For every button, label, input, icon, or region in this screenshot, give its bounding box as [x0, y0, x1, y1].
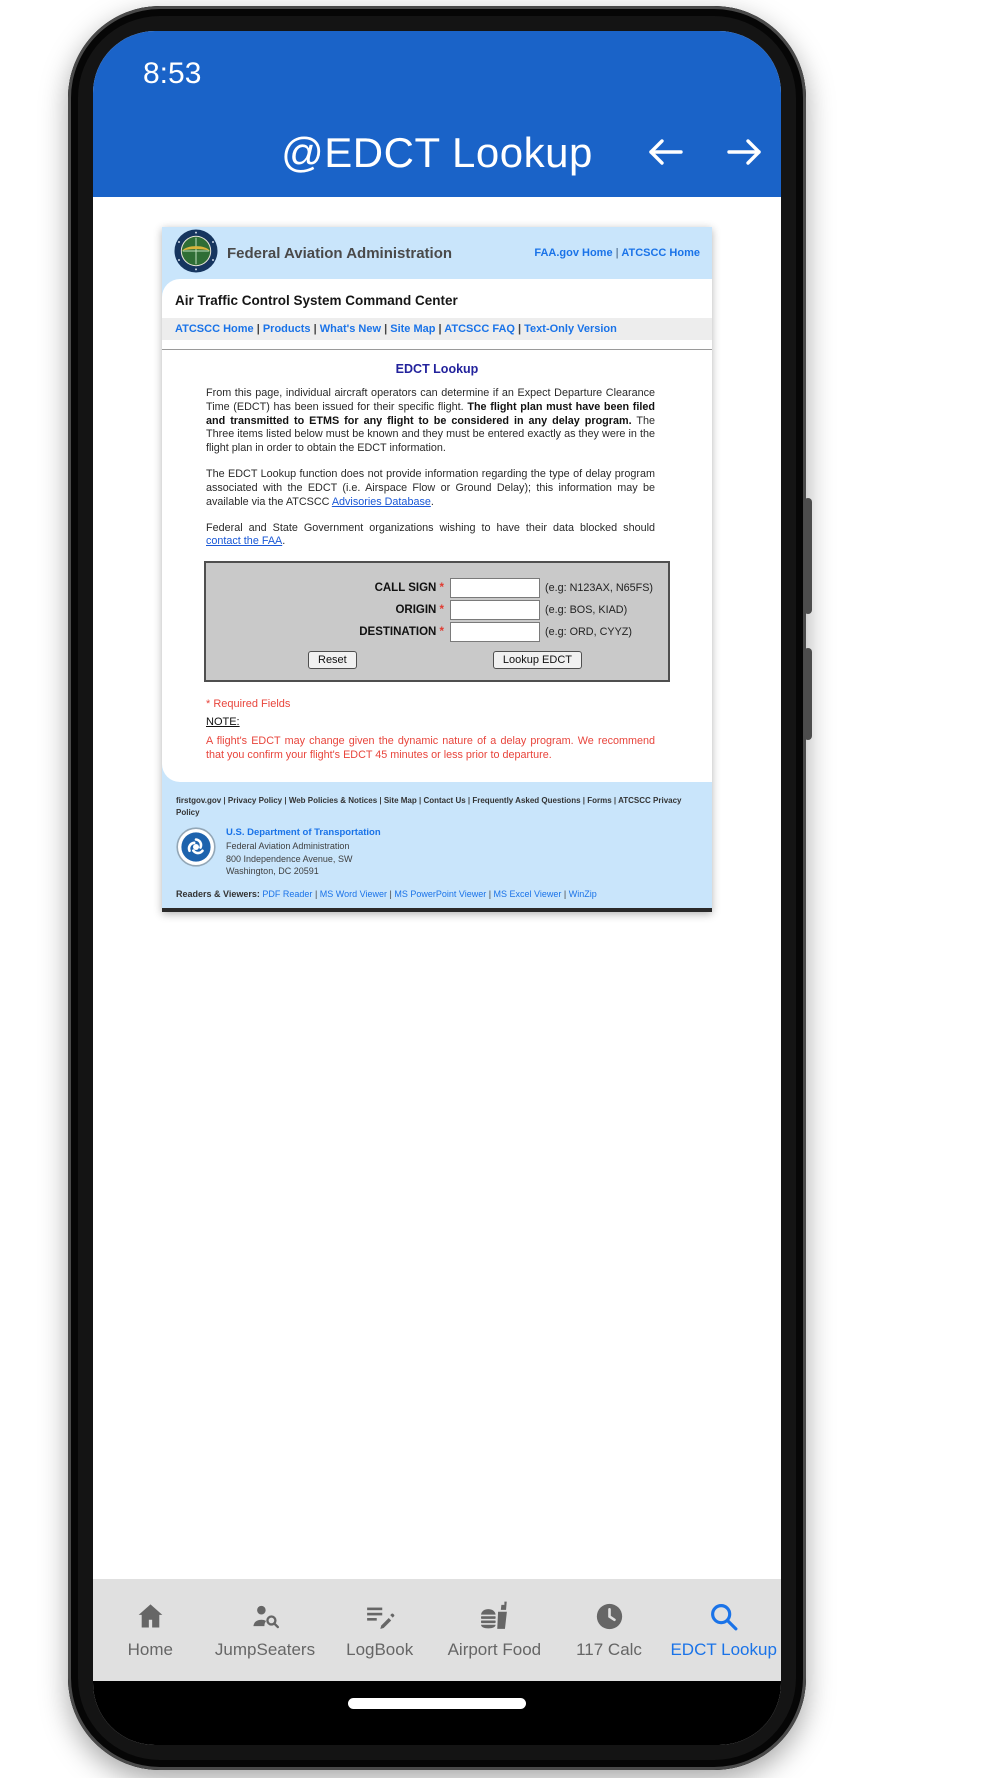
home-icon	[134, 1600, 167, 1633]
separator: |	[612, 247, 622, 259]
content-card	[162, 279, 712, 782]
page-footer	[162, 782, 712, 912]
person-search-icon	[249, 1600, 282, 1633]
required-fields-note: * Required Fields	[206, 698, 291, 711]
phone-frame	[68, 6, 806, 1770]
app-logo-glyph: @	[281, 129, 325, 176]
clock-icon	[593, 1600, 626, 1633]
separator: |	[377, 796, 384, 806]
separator: |	[465, 796, 473, 806]
address-line: Washington, DC 20591	[226, 866, 319, 877]
site-nav-link-atcscc-faq[interactable]: ATCSCC FAQ	[444, 323, 515, 335]
bottom-nav-label: LogBook	[346, 1640, 414, 1659]
gesture-bar-area	[93, 1681, 781, 1745]
intro-p2-end: .	[430, 495, 434, 508]
contact-faa-link[interactable]: contact the FAA	[206, 535, 283, 548]
form-field-row	[206, 622, 668, 642]
note-label: NOTE:	[206, 716, 240, 729]
field-input-destination[interactable]	[450, 622, 540, 642]
readers-viewers-label: Readers & Viewers:	[176, 888, 260, 899]
separator: |	[312, 888, 320, 899]
search-icon	[707, 1600, 740, 1633]
home-indicator[interactable]	[348, 1698, 526, 1709]
site-nav-link-what-s-new[interactable]: What's New	[319, 323, 382, 335]
fastfood-icon	[478, 1600, 511, 1633]
dot-link[interactable]: U.S. Department of Transportation	[226, 827, 381, 839]
faa-banner	[162, 227, 712, 279]
dot-address-text	[226, 827, 381, 878]
required-asterisk: *	[436, 582, 444, 595]
bottom-nav-item-home[interactable]	[93, 1579, 208, 1681]
bottom-nav-label: Airport Food	[447, 1640, 542, 1659]
field-label-call-sign	[206, 582, 444, 594]
edit-note-icon	[363, 1600, 396, 1633]
readers-links	[262, 889, 596, 899]
status-bar-time: 8:53	[143, 57, 202, 90]
separator: |	[386, 888, 395, 899]
bottom-nav-item-airport-food[interactable]	[437, 1579, 552, 1681]
banner-link-atcscc-home[interactable]: ATCSCC Home	[621, 247, 700, 259]
faa-seal-logo	[174, 229, 218, 278]
form-field-row	[206, 578, 668, 598]
dot-logo	[176, 827, 216, 872]
field-hint: (e.g: ORD, CYYZ)	[545, 626, 632, 639]
footer-links	[176, 795, 698, 819]
separator: |	[561, 888, 569, 899]
bottom-nav-item-logbook[interactable]	[322, 1579, 437, 1681]
site-nav-link-site-map[interactable]: Site Map	[390, 323, 436, 335]
volume-button	[804, 498, 812, 614]
intro-p1-bold: The flight plan must have been filed and transmitted to ETMS for any flight to be considered in any delay program.	[206, 400, 655, 427]
separator: |	[580, 796, 588, 806]
form-field-row	[206, 600, 668, 620]
form-rows	[206, 578, 668, 642]
footer-link-frequently-asked-questions[interactable]: Frequently Asked Questions	[472, 796, 581, 806]
separator: |	[611, 796, 619, 806]
field-label-text: CALL SIGN	[374, 582, 437, 595]
separator: |	[253, 323, 263, 335]
intro-p1-text2: The Three items listed below must be known and they must be entered exactly as they were in the flight plan in order to obtain the EDCT information.	[206, 414, 655, 455]
field-label-destination	[206, 626, 444, 638]
intro-p2-text: The EDCT Lookup function does not provide information regarding the type of delay program associated with the EDCT (i.e. Airspace Flow or Ground Delay); this information may be available via the ATCSCC	[206, 468, 655, 508]
field-label-text: ORIGIN	[395, 604, 437, 617]
bottom-nav-bar	[93, 1579, 781, 1681]
separator: |	[310, 323, 320, 335]
note-text: A flight's EDCT may change given the dynamic nature of a delay program. We recommend that you confirm your flight's EDCT 45 minutes or less prior to departure.	[206, 735, 655, 762]
reader-link-ms-excel-viewer[interactable]: MS Excel Viewer	[493, 888, 562, 899]
separator: |	[486, 888, 494, 899]
bottom-nav-item-jumpseaters[interactable]	[208, 1579, 323, 1681]
edct-lookup-form	[204, 561, 670, 682]
divider	[162, 349, 712, 350]
site-nav-link-atcscc-home[interactable]: ATCSCC Home	[175, 323, 254, 335]
faa-page	[162, 227, 712, 912]
intro-paragraph-2	[206, 468, 655, 509]
field-label-origin	[206, 604, 444, 616]
bottom-nav-label: 117 Calc	[576, 1640, 642, 1659]
footer-link-web-policies-notices[interactable]: Web Policies & Notices	[288, 796, 378, 806]
footer-link-privacy-policy[interactable]: Privacy Policy	[227, 796, 283, 806]
required-asterisk: *	[436, 626, 444, 639]
dot-address-block	[176, 827, 698, 878]
intro-paragraph-3	[206, 522, 655, 550]
webview	[93, 197, 781, 1579]
footer-link-atcscc-privacy-policy[interactable]: ATCSCC Privacy Policy	[176, 796, 682, 818]
forward-arrow-icon[interactable]	[725, 135, 765, 169]
reader-link-ms-powerpoint-viewer[interactable]: MS PowerPoint Viewer	[394, 888, 487, 899]
footer-link-forms[interactable]: Forms	[587, 796, 612, 806]
field-hint: (e.g: BOS, KIAD)	[545, 604, 628, 617]
agency-name: Federal Aviation Administration	[227, 244, 453, 262]
field-input-call-sign[interactable]	[450, 578, 540, 598]
power-button	[804, 648, 812, 740]
address-line: Federal Aviation Administration	[226, 841, 350, 852]
advisories-database-link[interactable]: Advisories Database	[331, 495, 431, 508]
app-title-text: EDCT Lookup	[324, 129, 593, 176]
reader-link-winzip[interactable]: WinZip	[568, 888, 597, 899]
separator: |	[416, 796, 424, 806]
field-hint: (e.g: N123AX, N65FS)	[545, 582, 654, 595]
field-label-text: DESTINATION	[359, 626, 437, 639]
reset-button[interactable]: Reset	[308, 651, 357, 669]
footer-link-site-map[interactable]: Site Map	[383, 796, 417, 806]
back-arrow-icon[interactable]	[645, 135, 685, 169]
lookup-edct-button[interactable]: Lookup EDCT	[493, 651, 582, 669]
bottom-nav-label: Home	[127, 1640, 174, 1659]
phone-screen	[93, 31, 781, 1745]
field-input-origin[interactable]	[450, 600, 540, 620]
separator: |	[221, 796, 228, 806]
site-nav-link-products[interactable]: Products	[262, 323, 311, 335]
bottom-nav-item-edct-lookup[interactable]	[666, 1579, 781, 1681]
footer-link-firstgov-gov[interactable]: firstgov.gov	[176, 796, 222, 806]
page-heading: Air Traffic Control System Command Center	[175, 293, 458, 308]
address-line: 800 Independence Avenue, SW	[226, 853, 353, 864]
site-nav-link-text-only-version[interactable]: Text-Only Version	[524, 323, 617, 335]
separator: |	[435, 323, 445, 335]
reader-link-ms-word-viewer[interactable]: MS Word Viewer	[319, 888, 387, 899]
bottom-nav-item-117-calc[interactable]	[552, 1579, 667, 1681]
intro-p1-text: From this page, individual aircraft operators can determine if an Expect Departure Clearance Time (EDCT) has been issued for their specific flight.	[206, 387, 655, 413]
site-nav-bar	[162, 318, 712, 340]
separator: |	[282, 796, 289, 806]
required-asterisk: *	[436, 604, 444, 617]
footer-link-contact-us[interactable]: Contact Us	[423, 796, 466, 806]
app-bar	[93, 31, 781, 197]
intro-paragraph-1	[206, 387, 655, 456]
bottom-nav-label: EDCT Lookup	[670, 1640, 777, 1659]
separator: |	[381, 323, 391, 335]
form-buttons-row	[206, 651, 668, 669]
section-title: EDCT Lookup	[395, 362, 479, 376]
bottom-nav-label: JumpSeaters	[214, 1640, 316, 1659]
banner-links	[534, 247, 700, 259]
separator: |	[514, 323, 525, 335]
intro-p3-end: .	[282, 535, 286, 548]
intro-p3-text: Federal and State Government organizations wishing to have their data blocked should	[206, 521, 655, 534]
reader-link-pdf-reader[interactable]: PDF Reader	[262, 888, 313, 899]
readers-viewers-row	[176, 889, 698, 899]
banner-link-faa-gov-home[interactable]: FAA.gov Home	[534, 247, 613, 259]
